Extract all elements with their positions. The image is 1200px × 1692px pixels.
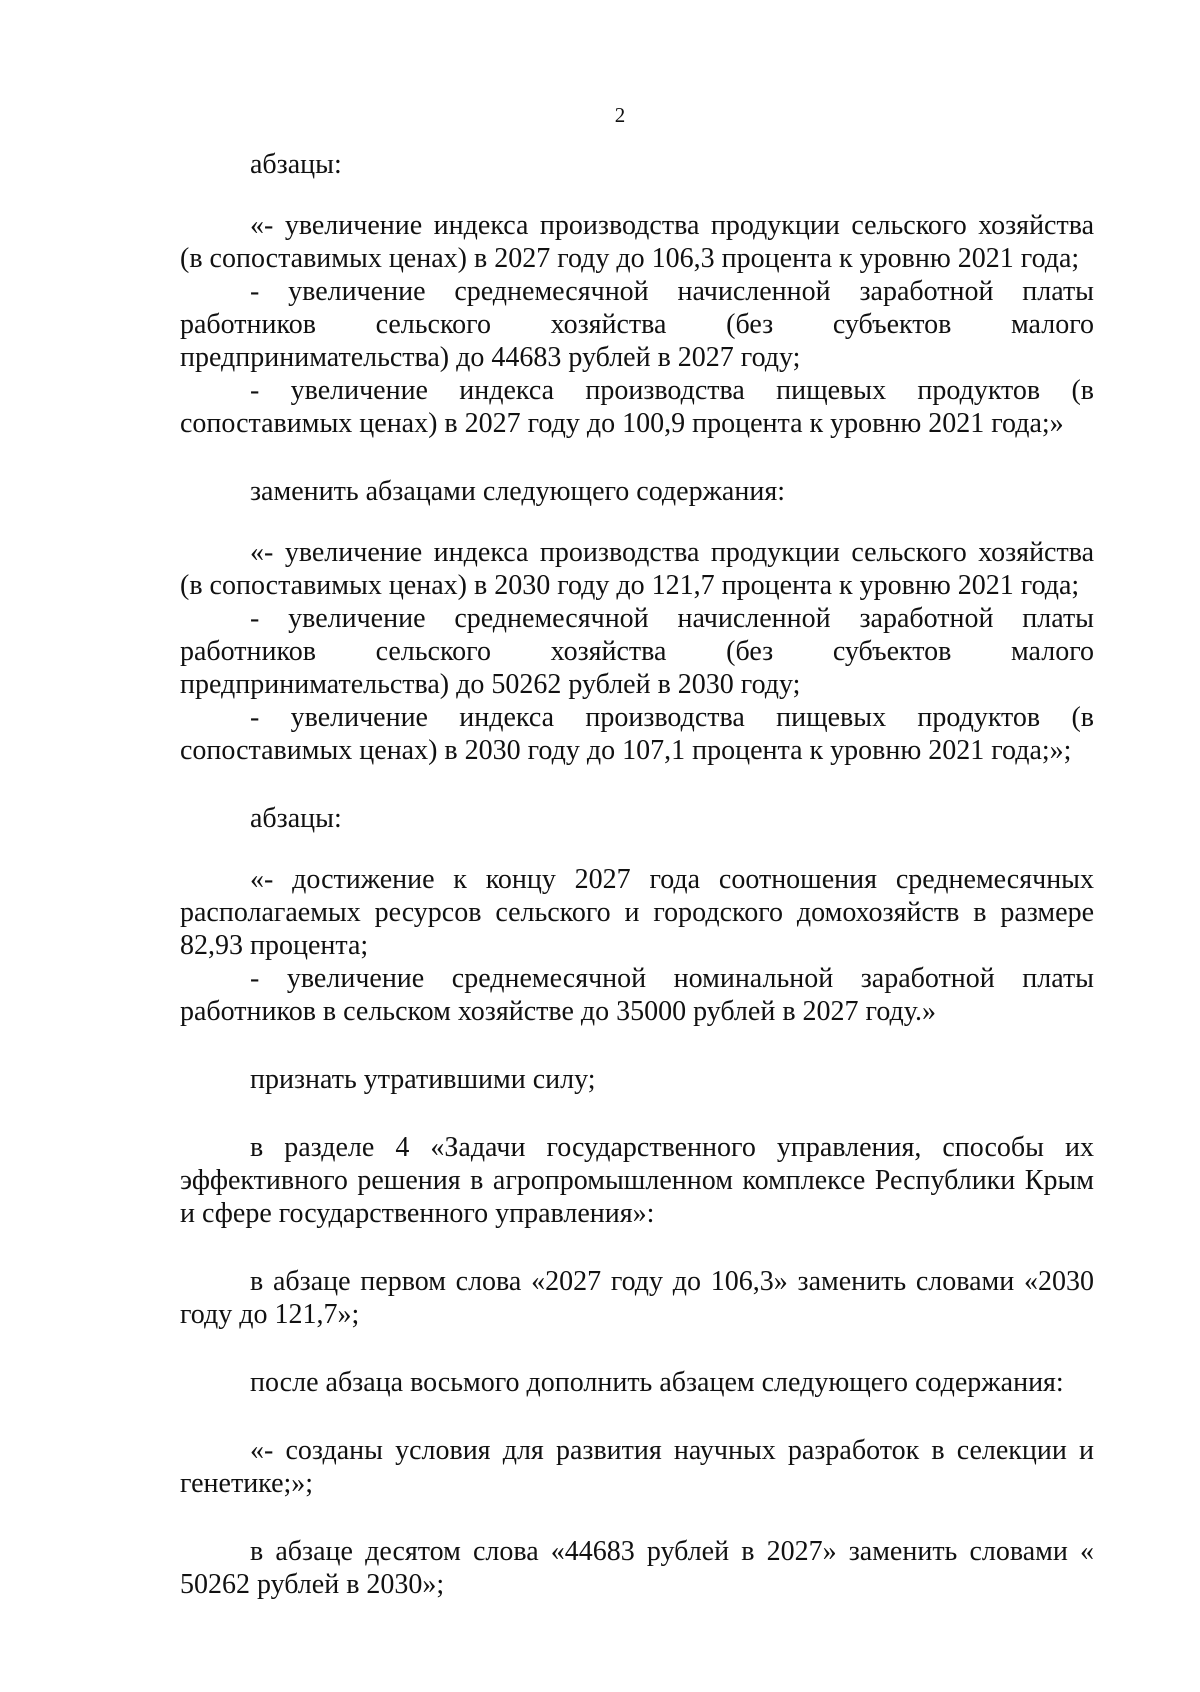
paragraph-new-item-3: - увеличение индекса производства пищевых продуктов (в сопоставимых ценах) в 2030 году до 107,1 процента к уровню 2021 года;»; [180, 702, 1094, 766]
paragraph-first-amendment: в абзаце первом слова «2027 году до 106,3» заменить словами «2030 году до 121,7»; [180, 1266, 1094, 1330]
paragraph-replace-instruction: заменить абзацами следующего содержания: [250, 476, 785, 507]
paragraph-added-text: «- созданы условия для развития научных разработок в селекции и генетике;»; [180, 1435, 1094, 1499]
paragraph-old-item-2: - увеличение среднемесячной начисленной заработной платы работников сельского хозяйства (без субъектов малого предпринимательства) до 44683 рублей в 2027 году; [180, 276, 1094, 373]
paragraph-tenth-amendment: в абзаце десятом слова «44683 рублей в 2027» заменить словами « 50262 рублей в 2030»; [180, 1536, 1094, 1600]
document-body [180, 148, 1094, 1601]
page-number: 2 [614, 103, 626, 127]
paragraph-new-item-2: - увеличение среднемесячной начисленной заработной платы работников сельского хозяйства (без субъектов малого предпринимательства) до 50262 рублей в 2030 году; [180, 603, 1094, 700]
paragraph-intro-1: абзацы: [250, 149, 342, 180]
paragraph-old-item-3: - увеличение индекса производства пищевых продуктов (в сопоставимых ценах) в 2027 году до 100,9 процента к уровню 2021 года;» [180, 375, 1094, 439]
paragraph-repeal-instruction: признать утратившими силу; [250, 1064, 596, 1095]
paragraph-old-item-1: «- увеличение индекса производства продукции сельского хозяйства (в сопоставимых ценах) в 2027 году до 106,3 процента к уровню 2021 года; [180, 210, 1094, 274]
paragraph-add-instruction: после абзаца восьмого дополнить абзацем следующего содержания: [250, 1367, 1064, 1398]
paragraph-repeal-item-1: «- достижение к концу 2027 года соотношения среднемесячных располагаемых ресурсов сельского и городского домохозяйств в размере 82,93 процента; [180, 864, 1094, 961]
paragraph-new-item-1: «- увеличение индекса производства продукции сельского хозяйства (в сопоставимых ценах) в 2030 году до 121,7 процента к уровню 2021 года; [180, 537, 1094, 601]
paragraph-repeal-item-2: - увеличение среднемесячной номинальной заработной платы работников в сельском хозяйстве до 35000 рублей в 2027 году.» [180, 963, 1094, 1027]
paragraph-section-4: в разделе 4 «Задачи государственного управления, способы их эффективного решения в агропромышленном комплексе Республики Крым и сфере государственного управления»: [180, 1132, 1094, 1229]
paragraph-intro-2: абзацы: [250, 803, 342, 834]
